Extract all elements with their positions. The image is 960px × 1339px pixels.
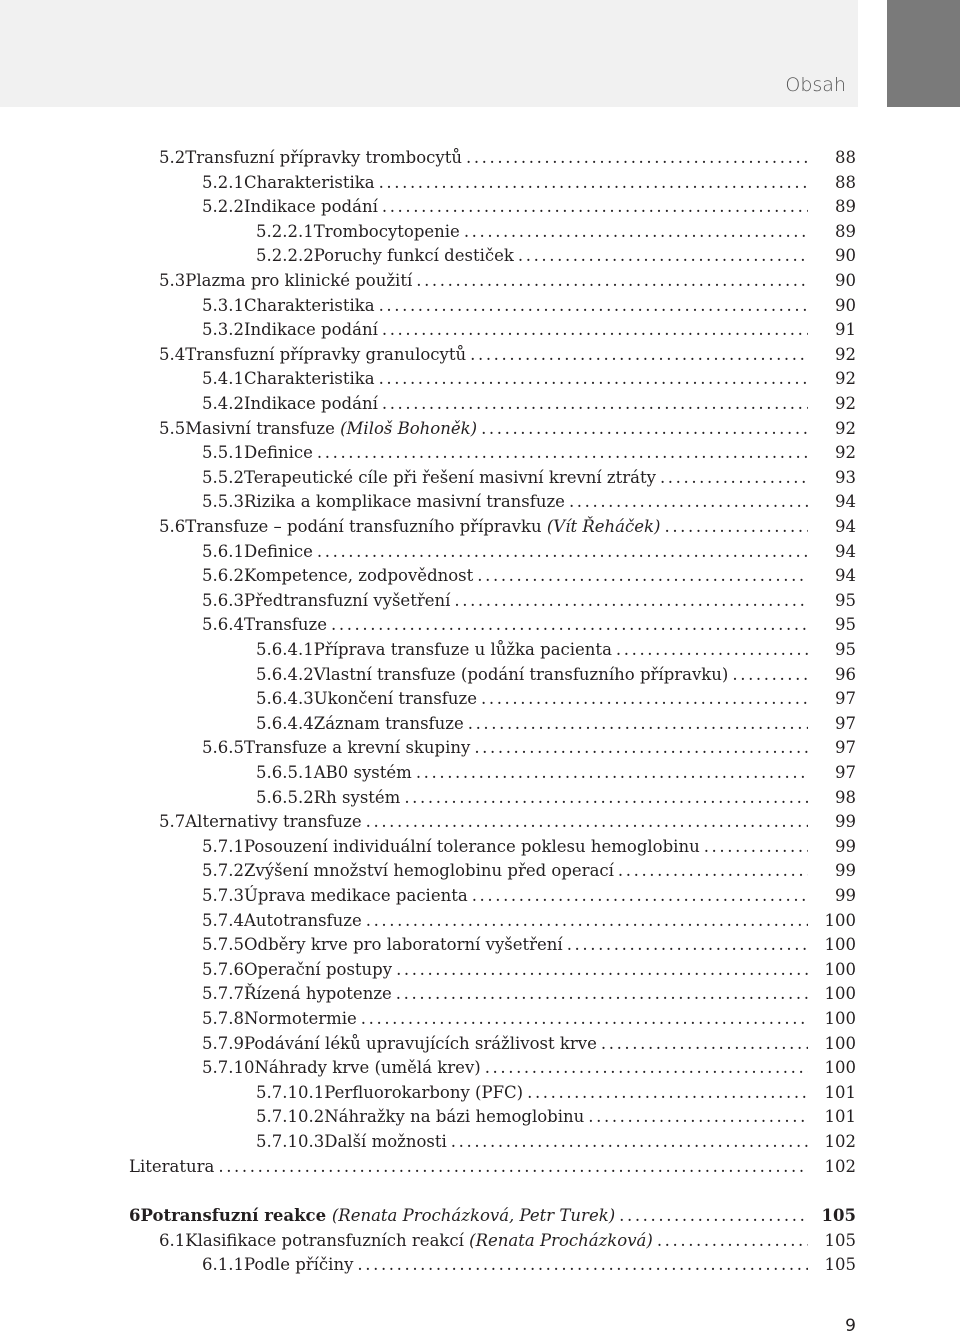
toc-entry-page: 99 [835,812,856,832]
toc-entry-page: 88 [835,148,856,167]
toc-entry-title [244,392,378,416]
toc-entry-title-text: Indikace podání [243,320,378,340]
toc-entry-number: 5.2.2.2 [256,246,314,266]
toc-entry[interactable] [202,589,856,613]
toc-entry[interactable] [202,1056,856,1080]
toc-entry-title [314,687,477,711]
toc-entry-number: 5.7.10.1 [256,1082,325,1102]
toc-entry-number: 5.6.5.2 [256,787,314,807]
toc-entry-number: 5.7.10.2 [256,1107,325,1127]
toc-entry-number: 5.7.3 [202,886,244,905]
toc-entry-page: 99 [835,836,856,856]
toc-entry[interactable] [159,515,856,539]
toc-entry-title-text: Alternativy transfuze [185,812,362,832]
toc-entry[interactable] [256,663,856,687]
toc-leader-dots [474,736,808,760]
toc-entry-title [244,1032,597,1056]
toc-entry-title [185,1229,653,1253]
toc-entry-title-text: Transfuzní přípravky granulocytů [185,344,467,364]
toc-entry-number: 5.7.10.3 [256,1132,325,1151]
toc-leader-dots [567,933,808,957]
toc-entry-page: 93 [835,467,856,487]
toc-entry-number: 5.7.2 [202,861,244,881]
toc-entry-page: 105 [824,1255,856,1275]
toc-leader-dots [619,1204,808,1228]
toc-entry-number: 5.5 [159,418,186,438]
toc-entry-title [314,220,460,244]
toc-entry-title [185,515,660,539]
toc-entry-title [244,367,375,391]
toc-entry[interactable] [202,466,856,490]
toc-leader-dots [366,810,808,834]
toc-entry-number: 5.3.2 [202,320,244,340]
toc-entry-title [244,736,470,760]
toc-entry-page: 94 [835,492,856,512]
toc-entry-title [244,540,313,564]
toc-leader-dots [660,466,808,490]
toc-entry-number: 6.1.1 [202,1255,244,1275]
toc-entry-title [244,1253,353,1277]
toc-entry-author: (Vít Řeháček) [546,517,661,536]
toc-leader-dots [518,244,808,268]
toc-entry-page: 98 [835,787,856,807]
toc-entry-title-text: Charakteristika [243,295,375,315]
toc-entry-title [185,146,462,170]
toc-leader-dots [618,859,808,883]
toc-leader-dots [404,786,808,810]
toc-leader-dots [657,1229,808,1253]
toc-entry-title [314,712,464,736]
toc-entry-title-text: Předtransfuzní vyšetření [243,590,451,610]
toc-entry-page: 100 [824,1009,856,1028]
toc-entry-title-text: Normotermie [243,1009,357,1028]
toc-entry-title [314,638,612,662]
toc-entry-number: 5.7.9 [202,1033,244,1053]
toc-entry-title-text: Příprava transfuze u lůžka pacienta [313,640,612,659]
toc-entry-page: 99 [835,886,856,905]
toc-entry-number: 5.6.4.3 [256,689,314,709]
toc-entry-page: 100 [824,1033,856,1053]
toc-entry[interactable] [202,1032,856,1056]
toc-entry-title [324,1105,584,1129]
toc-entry-number: 5.3 [159,271,186,290]
toc-entry-number: 5.6.3 [202,590,244,610]
header-band [0,0,858,107]
toc-entry-title-text: Poruchy funkcí destiček [313,246,514,266]
toc-entry-number: 5.6.4.2 [256,664,314,684]
toc-entry-number: 5.6.4.1 [256,640,314,659]
toc-leader-dots [366,909,808,933]
toc-entry-title [185,417,477,441]
toc-entry-title [244,835,700,859]
toc-leader-dots [382,392,808,416]
toc-entry-title-text: Záznam transfuze [313,713,464,733]
toc-entry[interactable] [202,564,856,588]
toc-entry-page: 88 [835,172,856,192]
toc-entry-page: 95 [835,640,856,659]
toc-entry-page: 92 [835,369,856,389]
toc-entry-page: 100 [824,1058,856,1078]
header-tab [887,0,960,107]
toc-entry-page: 95 [835,615,856,635]
toc-entry-title [244,933,563,957]
toc-leader-dots [569,490,808,514]
toc-entry-title [185,810,361,834]
toc-entry-page: 105 [824,1230,856,1250]
toc-entry[interactable] [202,367,856,391]
toc-entry[interactable] [256,761,856,785]
toc-entry-title-text: Úprava medikace pacienta [243,886,468,905]
toc-entry[interactable] [202,736,856,760]
toc-entry-title-text: Podávání léků upravujících srážlivost krve [243,1033,597,1053]
toc-entry-page: 90 [835,271,856,290]
toc-entry-title-text: Vlastní transfuze (podání transfuzního přípravku) [313,664,729,684]
toc-entry-number: 5.7.8 [202,1009,244,1028]
toc-leader-dots [472,884,808,908]
toc-entry[interactable] [159,810,856,834]
toc-entry-title [244,958,392,982]
toc-leader-dots [601,1032,808,1056]
toc-entry-number: 5.6.2 [202,566,244,586]
toc-entry-title-text: Řízená hypotenze [243,984,392,1004]
toc-leader-dots [732,663,808,687]
toc-entry-number: 5.7.10 [202,1058,255,1078]
toc-leader-dots [664,515,808,539]
toc-entry[interactable] [202,884,856,908]
toc-entry[interactable] [202,1253,856,1277]
toc-entry-number: 5.7.4 [202,910,244,930]
toc-leader-dots [382,195,808,219]
toc-entry[interactable] [159,269,856,293]
toc-leader-dots [470,343,808,367]
toc-entry-page: 102 [824,1132,856,1151]
toc-entry[interactable] [129,1155,856,1179]
toc-entry[interactable] [202,490,856,514]
toc-entry-title [244,589,450,613]
toc-entry-title [244,318,378,342]
toc-leader-dots [382,318,808,342]
toc-entry-title [254,1056,480,1080]
toc-leader-dots [357,1253,808,1277]
toc-entry-title-text: Terapeutické cíle při řešení masivní krevní ztráty [243,467,656,487]
toc-leader-dots [616,638,808,662]
toc-entry-page: 102 [824,1156,856,1176]
toc-entry-title-text: Plazma pro klinické použití [185,271,413,290]
toc-entry-number: 5.2 [159,148,186,167]
toc-entry-page: 97 [835,713,856,733]
toc-entry[interactable] [256,638,856,662]
toc-entry-title-text: Rizika a komplikace masivní transfuze [243,492,565,512]
toc-entry-title [244,441,313,465]
toc-entry-number: 5.5.3 [202,492,244,512]
toc-entry-page: 100 [824,984,856,1004]
toc-leader-dots [588,1105,808,1129]
toc-entry-title [324,1081,523,1105]
toc-entry-title-text: Potransfuzní reakce [140,1206,327,1226]
toc-entry-title-text: Autotransfuze [243,910,362,930]
toc-entry-page: 100 [824,910,856,930]
toc-leader-dots [466,146,808,170]
toc-leader-dots [481,417,808,441]
toc-entry-page: 92 [835,344,856,364]
toc-entry-number: 5.7.5 [202,935,244,955]
toc-entry-title-text: Operační postupy [243,959,393,979]
toc-entry-page: 99 [835,861,856,881]
toc-entry-page: 89 [835,221,856,241]
toc-entry-title [244,859,614,883]
toc-entry-page: 90 [835,295,856,315]
toc-entry-title [244,884,468,908]
toc-entry-number: 5.3.1 [202,295,244,315]
toc-entry[interactable] [202,392,856,416]
toc-leader-dots [704,835,808,859]
toc-entry-title-text: Definice [243,443,313,463]
toc-leader-dots [396,982,808,1006]
toc-entry-author: (Renata Procházková, Petr Turek) [331,1206,616,1226]
toc-leader-dots [379,171,808,195]
toc-entry-title-text: Indikace podání [243,394,378,413]
toc-entry-number: 6 [129,1206,141,1226]
toc-entry-number: 5.6.4 [202,615,244,635]
toc-entry-title-text: Transfuze – podání transfuzního přípravku [185,517,542,536]
toc-entry-page: 90 [835,246,856,266]
toc-entry-title-text: Literatura [129,1156,215,1176]
toc-entry-number: 5.7 [159,812,186,832]
toc-entry[interactable] [129,1204,856,1228]
toc-entry[interactable] [202,195,856,219]
toc-entry[interactable] [256,786,856,810]
toc-entry-title [244,195,378,219]
toc-entry[interactable] [256,220,856,244]
toc-entry-title-text: Rh systém [313,787,401,807]
toc-entry-title-text: Indikace podání [243,197,378,217]
toc-entry-title-text: Charakteristika [243,369,375,389]
toc-entry-title-text: Transfuzní přípravky trombocytů [185,148,462,167]
toc-entry[interactable] [202,835,856,859]
toc-entry-number: 5.4 [159,344,186,364]
toc-entry[interactable] [256,244,856,268]
toc-entry[interactable] [202,1007,856,1031]
toc-entry-number: 5.4.1 [202,369,244,389]
toc-entry-title-text: Ukončení transfuze [313,689,477,709]
toc-entry[interactable] [202,982,856,1006]
toc-entry[interactable] [256,712,856,736]
toc-leader-dots [477,564,808,588]
toc-leader-dots [331,613,808,637]
toc-entry-title-text: AB0 systém [313,763,412,782]
toc-leader-dots [485,1056,808,1080]
toc-leader-dots [218,1155,808,1179]
toc-entry-page: 89 [835,197,856,217]
toc-leader-dots [416,269,808,293]
toc-entry[interactable] [159,1229,856,1253]
toc-leader-dots [379,367,808,391]
toc-entry-title [244,613,327,637]
toc-entry-title [314,244,514,268]
toc-entry-page: 97 [835,763,856,782]
toc-entry-page: 97 [835,689,856,709]
toc-leader-dots [317,441,808,465]
toc-leader-dots [481,687,808,711]
toc-entry-page: 94 [835,541,856,561]
toc-entry[interactable] [202,859,856,883]
toc-leader-dots [396,958,808,982]
toc-entry[interactable] [202,540,856,564]
toc-entry[interactable] [202,909,856,933]
toc-entry[interactable] [159,417,856,441]
toc-entry-title-text: Další možnosti [324,1132,447,1151]
toc-entry-title-text: Posouzení individuální tolerance poklesu hemoglobinu [243,836,700,856]
toc-leader-dots [464,220,808,244]
toc-entry-title-text: Charakteristika [243,172,375,192]
toc-leader-dots [416,761,808,785]
toc-entry-page: 92 [835,418,856,438]
toc-entry[interactable] [159,343,856,367]
toc-entry-title [185,269,412,293]
toc-entry[interactable] [202,294,856,318]
toc-entry-title-text: Náhrady krve (umělá krev) [254,1058,481,1078]
toc-entry-title [244,490,565,514]
toc-entry-title [244,171,375,195]
toc-entry-title [244,294,375,318]
toc-entry[interactable] [256,1081,856,1105]
toc-leader-dots [317,540,808,564]
toc-entry-title-text: Podle příčiny [243,1255,354,1275]
toc-entry-page: 97 [835,738,856,758]
toc-entry-title [140,1204,615,1228]
toc-entry-title [244,1007,357,1031]
toc-entry-page: 100 [824,935,856,955]
toc-entry-number: 5.5.1 [202,443,244,463]
toc-entry-author: (Miloš Bohoněk) [340,418,478,438]
toc-entry-number: 5.2.2 [202,197,244,217]
toc-entry-title-text: Definice [243,541,313,561]
toc-entry-title [129,1155,214,1179]
toc-entry-page: 101 [824,1107,856,1127]
toc-entry[interactable] [202,171,856,195]
toc-entry-title [314,786,401,810]
toc-entry-page: 92 [835,443,856,463]
toc-entry-title-text: Náhražky na bázi hemoglobinu [324,1107,585,1127]
toc-entry-number: 5.6.5 [202,738,244,758]
toc-entry-title [324,1130,447,1154]
toc-entry[interactable] [202,441,856,465]
toc-entry-title-text: Kompetence, zodpovědnost [243,566,474,586]
toc-entry-page: 95 [835,590,856,610]
toc-entry[interactable] [202,613,856,637]
toc-entry-title-text: Transfuze [243,615,327,635]
toc-entry-number: 5.5.2 [202,467,244,487]
toc-entry-page: 91 [835,320,856,340]
toc-entry-number: 5.2.1 [202,172,244,192]
toc-entry-title [244,982,392,1006]
toc-entry[interactable] [256,687,856,711]
toc-entry-title [244,564,473,588]
toc-entry[interactable] [256,1105,856,1129]
toc-entry-title-text: Perfluorokarbony (PFC) [324,1082,524,1102]
toc-entry-number: 5.4.2 [202,394,244,413]
toc-entry-title [244,909,362,933]
toc-leader-dots [454,589,808,613]
toc-entry-title-text: Klasifikace potransfuzních reakcí [185,1230,464,1250]
toc-entry-number: 5.6.5.1 [256,763,314,782]
toc-leader-dots [451,1130,808,1154]
toc-entry[interactable] [202,318,856,342]
toc-entry-title-text: Trombocytopenie [313,221,460,241]
toc-entry-title-text: Zvýšení množství hemoglobinu před operací [243,861,614,881]
section-title: Obsah [785,74,846,96]
toc-entry-title-text: Odběry krve pro laboratorní vyšetření [243,935,563,955]
toc-entry-number: 5.7.6 [202,959,244,979]
toc-entry-number: 5.6.1 [202,541,244,561]
toc-entry-page: 94 [835,517,856,536]
toc-leader-dots [361,1007,808,1031]
toc-entry-title [244,466,656,490]
toc-entry-page: 92 [835,394,856,413]
toc-entry-number: 5.7.1 [202,836,244,856]
toc-entry-number: 5.2.2.1 [256,221,314,241]
toc-leader-dots [379,294,808,318]
toc-entry-author: (Renata Procházková) [469,1230,653,1250]
toc-entry-page: 105 [821,1206,856,1226]
toc-entry-title [185,343,466,367]
toc-entry-page: 100 [824,959,856,979]
toc-entry[interactable] [202,958,856,982]
toc-entry[interactable] [202,933,856,957]
toc-leader-dots [468,712,808,736]
toc-entry-title-text: Transfuze a krevní skupiny [243,738,471,758]
toc-entry-number: 6.1 [159,1230,186,1250]
toc-entry-page: 101 [824,1082,856,1102]
toc-leader-dots [527,1081,808,1105]
toc-entry[interactable] [159,146,856,170]
toc-entry-number: 5.6.4.4 [256,713,314,733]
toc-entry[interactable] [256,1130,856,1154]
toc-entry-title [314,761,412,785]
toc-entry-title-text: Masivní transfuze [185,418,335,438]
toc-entry-page: 94 [835,566,856,586]
toc-entry-number: 5.6 [159,517,186,536]
page-number: 9 [845,1316,856,1336]
toc-entry-page: 96 [835,664,856,684]
toc-entry-title [314,663,729,687]
toc-entry-number: 5.7.7 [202,984,244,1004]
